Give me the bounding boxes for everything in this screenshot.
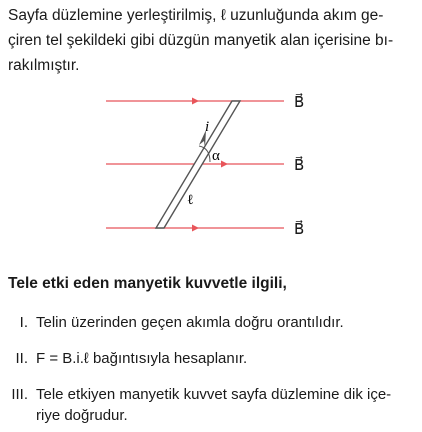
statement-text [36,384,416,426]
question-stem: Tele etki eden manyetik kuvvetle ilgili, [8,275,287,292]
statement-number: II. [15,350,28,367]
statement-number: I. [19,314,28,331]
problem-text-line-3: rakılmıştır. [8,57,80,74]
field-arrow-icon [192,225,199,232]
statement-text [36,348,416,369]
angle-label: α [212,148,220,164]
field-lines [106,92,304,238]
statement-number: III. [11,386,28,403]
field-arrow-icon [221,161,228,168]
statement-line: Telin üzerinden geçen akımla doğru orantılıdır. [36,314,344,331]
field-label: B⃗ [294,221,305,238]
problem-text-line-2: çiren tel şekildeki gibi düzgün manyetik alan içerisine bı- [8,32,394,49]
statement-line: Tele etkiyen manyetik kuvvet sayfa düzlemine dik içe- [36,386,392,403]
length-label: ℓ [187,193,194,208]
field-arrow-icon [192,98,199,105]
field-label: B⃗ [294,157,305,174]
statement-text [36,312,416,333]
statement-line: riye doğrudur. [36,407,128,424]
current-label: i [205,119,210,135]
problem-text-line-1: Sayfa düzlemine yerleştirilmiş, ℓ uzunluğunda akım ge- [8,7,384,24]
statement-line: F = B.i.ℓ bağıntısıyla hesaplanır. [36,350,248,367]
field-label: B⃗ [294,94,305,111]
